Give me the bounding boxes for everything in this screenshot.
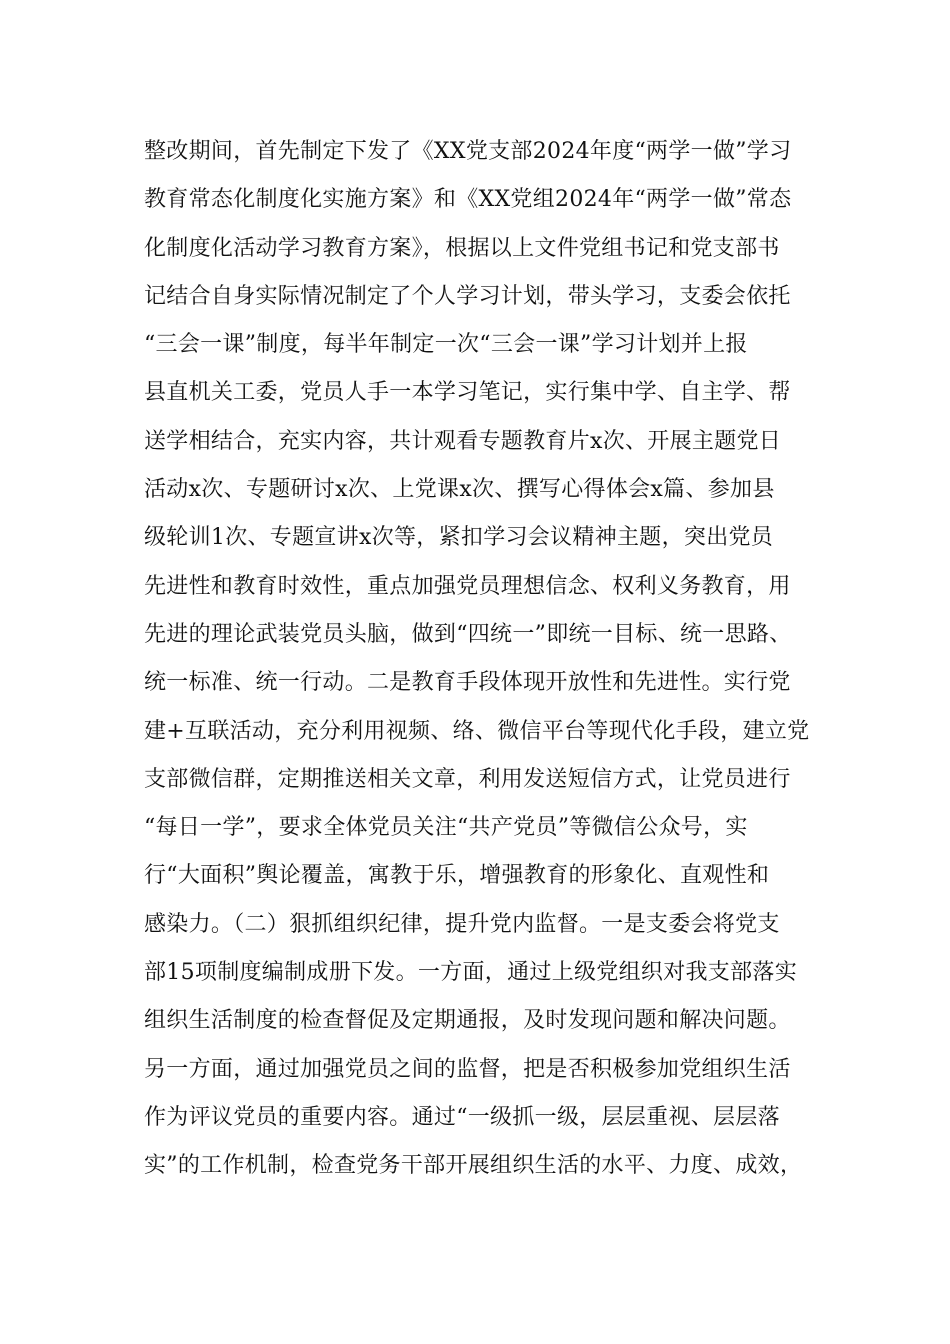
text-line: 部15项制度编制成册下发。一方面，通过上级党组织对我支部落实 xyxy=(144,960,797,986)
text-line: 记结合自身实际情况制定了个人学习计划，带头学习，支委会依托 xyxy=(144,283,791,309)
text-line: 作为评议党员的重要内容。通过“一级抓一级，层层重视、层层落 xyxy=(144,1104,780,1130)
text-line: 整改期间，首先制定下发了《XX党支部2024年度“两学一做”学习 xyxy=(144,139,792,164)
text-line: “每日一学”，要求全体党员关注“共产党员”等微信公众号，实 xyxy=(144,815,748,841)
text-line: 统一标准、统一行动。二是教育手段体现开放性和先进性。实行党 xyxy=(144,670,791,696)
text-line: 行“大面积”舆论覆盖，寓教于乐，增强教育的形象化、直观性和 xyxy=(144,863,770,889)
text-line: 先进的理论武装党员头脑，做到“四统一”即统一目标、统一思路、 xyxy=(144,621,792,647)
body-text xyxy=(144,128,834,1191)
text-line: 先进性和教育时效性，重点加强党员理想信念、权利义务教育，用 xyxy=(144,573,791,599)
text-line: 教育常态化制度化实施方案》和《XX党组2024年“两学一做”常态 xyxy=(144,187,792,213)
text-line: 实”的工作机制，检查党务干部开展组织生活的水平、力度、成效， xyxy=(144,1153,803,1179)
text-line: 组织生活制度的检查督促及定期通报，及时发现问题和解决问题。 xyxy=(144,1008,791,1034)
text-line: 活动x次、专题研讨x次、上党课x次、撰写心得体会x篇、参加县 xyxy=(144,477,775,503)
text-line: 县直机关工委，党员人手一本学习笔记，实行集中学、自主学、帮 xyxy=(144,380,791,406)
text-line: 感染力。（二）狠抓组织纪律，提升党内监督。一是支委会将党支 xyxy=(144,911,780,937)
text-line: 支部微信群，定期推送相关文章，利用发送短信方式，让党员进行 xyxy=(144,766,791,792)
text-line: 送学相结合，充实内容，共计观看专题教育片x次、开展主题党日 xyxy=(144,428,782,454)
text-line: 建+互联活动，充分利用视频、络、微信平台等现代化手段，建立党 xyxy=(144,718,810,744)
text-line: 化制度化活动学习教育方案》，根据以上文件党组书记和党支部书 xyxy=(144,235,780,261)
text-line: 级轮训1次、专题宣讲x次等，紧扣学习会议精神主题，突出党员 xyxy=(144,525,774,551)
text-line: “三会一课”制度，每半年制定一次“三会一课”学习计划并上报 xyxy=(144,332,748,358)
text-line: 另一方面，通过加强党员之间的监督，把是否积极参加党组织生活 xyxy=(144,1056,791,1082)
